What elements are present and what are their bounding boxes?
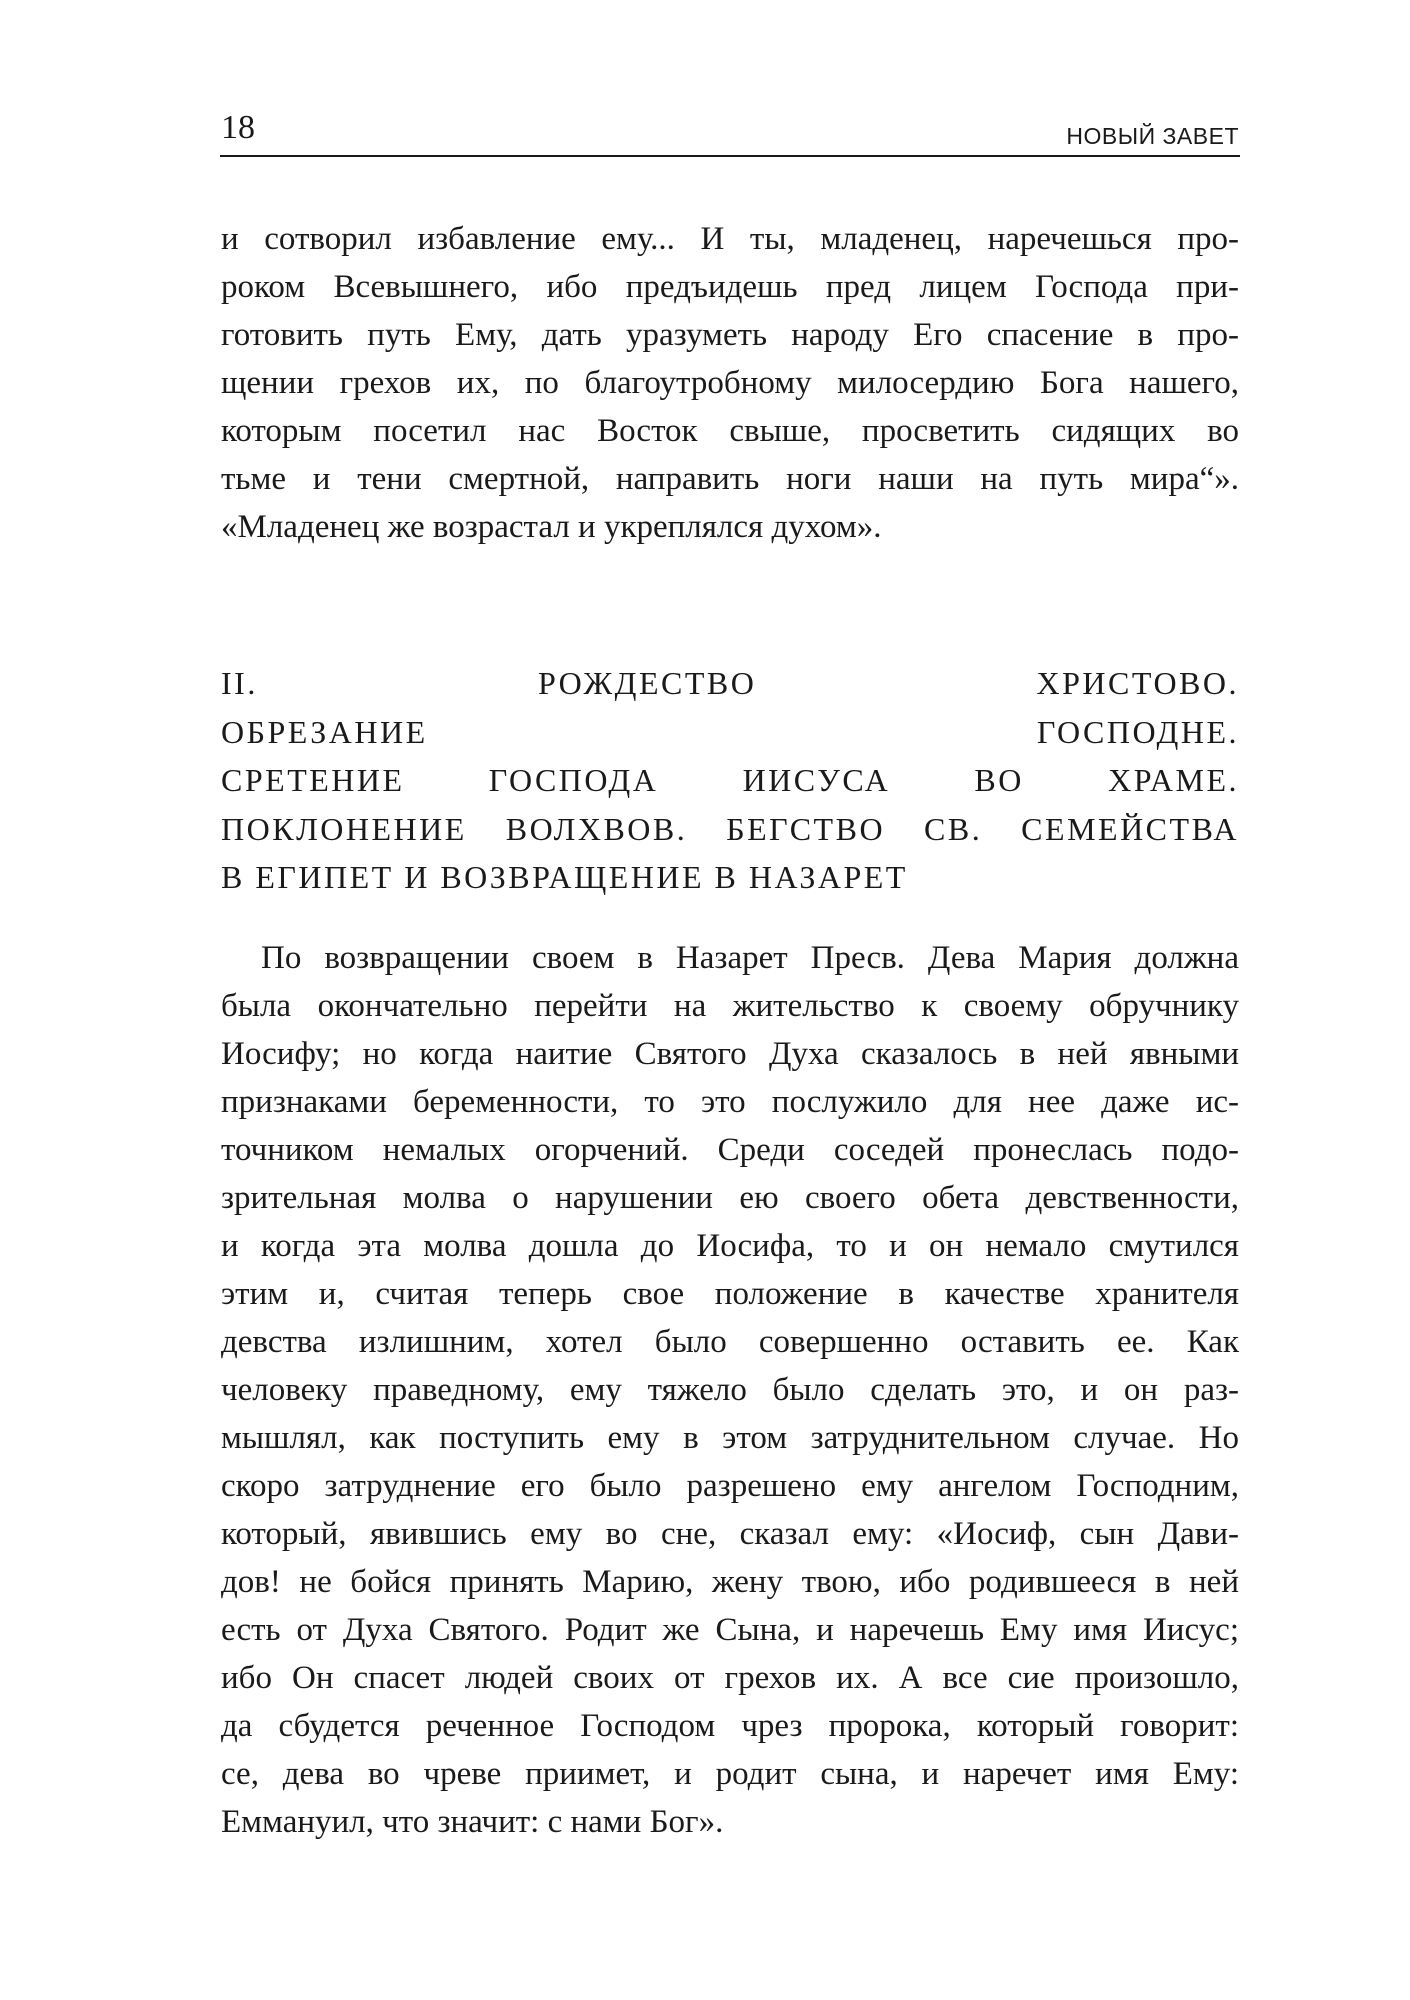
text-line: да сбудется реченное Господом чрез пророка, который говорит: xyxy=(221,1708,1239,1744)
text-line: Иосифу; но когда наитие Святого Духа сказалось в ней явными xyxy=(221,1036,1239,1072)
text-line: который, явившись ему во сне, сказал ему: «Иосиф, сын Дави- xyxy=(221,1516,1239,1552)
text-line: человеку праведному, ему тяжело было сделать это, и он раз- xyxy=(221,1372,1239,1408)
text-line: мышлял, как поступить ему в этом затруднительном случае. Но xyxy=(221,1420,1239,1456)
text-line: тьме и тени смертной, направить ноги наши на путь мира“». xyxy=(221,461,1239,497)
text-line: готовить путь Ему, дать уразуметь народу Его спасение в про- xyxy=(221,317,1239,353)
header-rule xyxy=(220,155,1240,157)
text-line: есть от Духа Святого. Родит же Сына, и наречешь Ему имя Иисус; xyxy=(221,1612,1239,1648)
page-number: 18 xyxy=(221,109,255,146)
text-line: роком Всевышнего, ибо предъидешь пред лицем Господа при- xyxy=(221,269,1239,305)
text-line: точником немалых огорчений. Среди соседей пронеслась подо- xyxy=(221,1132,1239,1168)
text-line: дов! не бойся принять Марию, жену твою, ибо родившееся в ней xyxy=(221,1564,1239,1600)
paragraph-2 xyxy=(221,934,1239,1846)
text-line: зрительная молва о нарушении ею своего обета девственности, xyxy=(221,1180,1239,1216)
text-line: скоро затруднение его было разрешено ему ангелом Господним, xyxy=(221,1468,1239,1504)
text-line: которым посетил нас Восток свыше, просветить сидящих во xyxy=(221,413,1239,449)
text-line: По возвращении своем в Назарет Пресв. Дева Мария должна xyxy=(261,940,1239,976)
text-line: ибо Он спасет людей своих от грехов их. А все сие произошло, xyxy=(221,1660,1239,1696)
paragraph-1 xyxy=(221,215,1239,551)
text-line: Еммануил, что значит: с нами Бог». xyxy=(221,1804,724,1840)
text-line: признаками беременности, то это послужило для нее даже ис- xyxy=(221,1084,1239,1120)
text-line: была окончательно перейти на жительство к своему обручнику xyxy=(221,988,1239,1024)
text-line: се, дева во чреве приимет, и родит сына, и наречет имя Ему: xyxy=(221,1756,1239,1792)
text-line: «Младенец же возрастал и укреплялся духом». xyxy=(221,509,882,545)
heading-line: ОБРЕЗАНИЕ ГОСПОДНЕ. xyxy=(221,713,1239,750)
text-line: девства излишним, хотел было совершенно оставить ее. Как xyxy=(221,1324,1239,1360)
text-line: и когда эта молва дошла до Иосифа, то и он немало смутился xyxy=(221,1228,1239,1264)
heading-line: В ЕГИПЕТ И ВОЗВРАЩЕНИЕ В НАЗАРЕТ xyxy=(221,859,908,895)
text-line: щении грехов их, по благоутробному милосердию Бога нашего, xyxy=(221,365,1239,401)
heading-line: СРЕТЕНИЕ ГОСПОДА ИИСУСА ВО ХРАМЕ. xyxy=(221,762,1239,798)
running-title: НОВЫЙ ЗАВЕТ xyxy=(1066,123,1239,149)
heading-line: ПОКЛОНЕНИЕ ВОЛХВОВ. БЕГСТВО СВ. СЕМЕЙСТВА xyxy=(221,810,1239,847)
text-line: этим и, считая теперь свое положение в качестве хранителя xyxy=(221,1276,1239,1312)
heading-line: II. РОЖДЕСТВО ХРИСТОВО. xyxy=(221,665,1239,701)
text-line: и сотворил избавление ему... И ты, младенец, наречешься про- xyxy=(221,221,1239,257)
chapter-heading xyxy=(221,659,1239,902)
